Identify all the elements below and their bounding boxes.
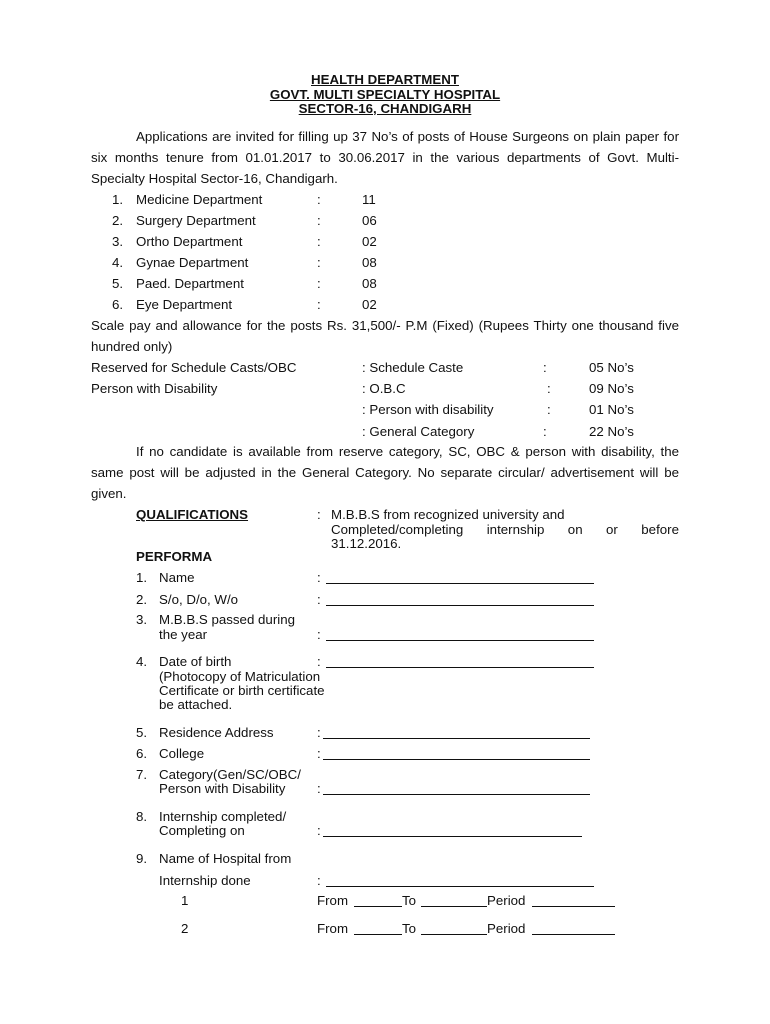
reserved-category-value: 09 No’s: [589, 381, 634, 396]
performa-title: PERFORMA: [136, 549, 213, 564]
performa-item-colon: :: [317, 873, 321, 888]
reserved-category-colon: :: [547, 381, 551, 396]
reserved-category-label: : O.B.C: [362, 381, 406, 396]
reserved-label: Reserved for Schedule Casts/OBC: [91, 360, 297, 375]
reserved-category-value: 01 No’s: [589, 402, 634, 417]
performa-item-number: 6.: [136, 746, 148, 761]
performa-item-colon: :: [317, 781, 321, 796]
performa-item-label: (Photocopy of Matriculation: [159, 669, 321, 684]
performa-item-label: M.B.B.S passed during: [159, 612, 295, 627]
category-field[interactable]: [323, 794, 590, 795]
department-name: Surgery Department: [136, 213, 256, 228]
performa-item-number: 3.: [136, 612, 148, 627]
period-label: Period: [487, 921, 526, 936]
performa-item-label: Date of birth: [159, 654, 232, 669]
department-name: Ortho Department: [136, 234, 243, 249]
department-number: 2.: [112, 213, 124, 228]
performa-item-colon: :: [317, 654, 321, 669]
department-number: 5.: [112, 276, 124, 291]
period-field[interactable]: [532, 934, 615, 935]
department-number: 3.: [112, 234, 124, 249]
performa-item-colon: :: [317, 823, 321, 838]
dob-field[interactable]: [326, 667, 594, 668]
department-count: 06: [362, 213, 377, 228]
department-number: 6.: [112, 297, 124, 312]
qualifications-colon: :: [317, 507, 321, 522]
internship-row-number: 1: [181, 893, 189, 908]
performa-item-label: S/o, D/o, W/o: [159, 592, 239, 607]
reserved-category-value: 05 No’s: [589, 360, 634, 375]
department-count: 08: [362, 255, 377, 270]
to-label: To: [402, 893, 417, 908]
college-field[interactable]: [323, 759, 590, 760]
department-colon: :: [317, 297, 321, 312]
department-number: 4.: [112, 255, 124, 270]
performa-item-colon: :: [317, 725, 321, 740]
performa-item-label: Person with Disability: [159, 781, 286, 796]
reserved-category-label: : Person with disability: [362, 402, 494, 417]
department-name: Paed. Department: [136, 276, 244, 291]
performa-item-label: Internship done: [159, 873, 251, 888]
intro-paragraph: [91, 126, 679, 189]
department-count: 02: [362, 234, 377, 249]
department-colon: :: [317, 276, 321, 291]
reserved-category-value: 22 No’s: [589, 424, 634, 439]
department-name: Medicine Department: [136, 192, 263, 207]
performa-item-colon: :: [317, 627, 321, 642]
internship-row-number: 2: [181, 921, 189, 936]
disability-label: Person with Disability: [91, 381, 218, 396]
performa-item-colon: :: [317, 570, 321, 585]
department-count: 08: [362, 276, 377, 291]
reserved-category-label: : General Category: [362, 424, 475, 439]
hospital-field[interactable]: [326, 886, 594, 887]
to-field[interactable]: [421, 934, 487, 935]
performa-item-label: be attached.: [159, 697, 233, 712]
mbbs-year-field[interactable]: [326, 640, 594, 641]
performa-item-label: Internship completed/: [159, 809, 287, 824]
performa-item-number: 7.: [136, 767, 148, 782]
performa-item-number: 4.: [136, 654, 148, 669]
scale-pay-paragraph: Scale pay and allowance for the posts Rs. 31,500/- P.M (Fixed) (Rupees Thirty one thousand five hundred only): [91, 318, 679, 354]
performa-item-label: Certificate or birth certificate: [159, 683, 325, 698]
reserved-category-colon: :: [543, 424, 547, 439]
period-label: Period: [487, 893, 526, 908]
performa-item-number: 1.: [136, 570, 148, 585]
intro-text: Applications are invited for filling up 37 No’s of posts of House Surgeons on plain paper for six months tenure from 01.01.2017 to 30.06.2017 in the various departments of Govt. Multi-Specialty Hospital Sector-16, Chandigarh.: [91, 129, 679, 186]
qualifications-line-3: 31.12.2016.: [331, 536, 402, 551]
adjustment-text: If no candidate is available from reserve category, SC, OBC & person with disability, the same post will be adjusted in the General Category. No separate circular/ advertisement will be given.: [91, 444, 679, 501]
name-field[interactable]: [326, 583, 594, 584]
department-colon: :: [317, 234, 321, 249]
department-count: 11: [362, 192, 376, 207]
department-count: 02: [362, 297, 377, 312]
performa-item-label: Name: [159, 570, 195, 585]
to-label: To: [402, 921, 417, 936]
department-colon: :: [317, 213, 321, 228]
performa-item-colon: :: [317, 592, 321, 607]
header-line-3: SECTOR-16, CHANDIGARH: [298, 101, 472, 116]
performa-item-number: 5.: [136, 725, 148, 740]
period-field[interactable]: [532, 906, 615, 907]
adjustment-paragraph: [91, 441, 679, 504]
internship-date-field[interactable]: [323, 836, 582, 837]
department-colon: :: [317, 192, 321, 207]
reserved-category-colon: :: [547, 402, 551, 417]
from-label: From: [317, 921, 349, 936]
department-number: 1.: [112, 192, 124, 207]
performa-item-label: the year: [159, 627, 208, 642]
qualifications-line-1: M.B.B.S from recognized university and: [331, 507, 565, 522]
performa-item-number: 8.: [136, 809, 148, 824]
department-name: Eye Department: [136, 297, 233, 312]
department-name: Gynae Department: [136, 255, 249, 270]
department-colon: :: [317, 255, 321, 270]
header-line-1: HEALTH DEPARTMENT: [311, 72, 459, 87]
performa-item-label: Category(Gen/SC/OBC/: [159, 767, 301, 782]
qualifications-label: QUALIFICATIONS: [136, 507, 249, 522]
relation-field[interactable]: [326, 605, 594, 606]
qualifications-line-2: Completed/completing internship on or before: [331, 522, 679, 537]
performa-item-colon: :: [317, 746, 321, 761]
performa-item-label: College: [159, 746, 205, 761]
reserved-category-colon: :: [543, 360, 547, 375]
from-label: From: [317, 893, 349, 908]
performa-item-label: Residence Address: [159, 725, 274, 740]
header-line-2: GOVT. MULTI SPECIALTY HOSPITAL: [269, 87, 501, 102]
residence-field[interactable]: [323, 738, 590, 739]
performa-item-label: Completing on: [159, 823, 245, 838]
reserved-category-label: : Schedule Caste: [362, 360, 464, 375]
to-field[interactable]: [421, 906, 487, 907]
performa-item-label: Name of Hospital from: [159, 851, 292, 866]
performa-item-number: 2.: [136, 592, 148, 607]
from-field[interactable]: [354, 906, 402, 907]
performa-item-number: 9.: [136, 851, 148, 866]
from-field[interactable]: [354, 934, 402, 935]
